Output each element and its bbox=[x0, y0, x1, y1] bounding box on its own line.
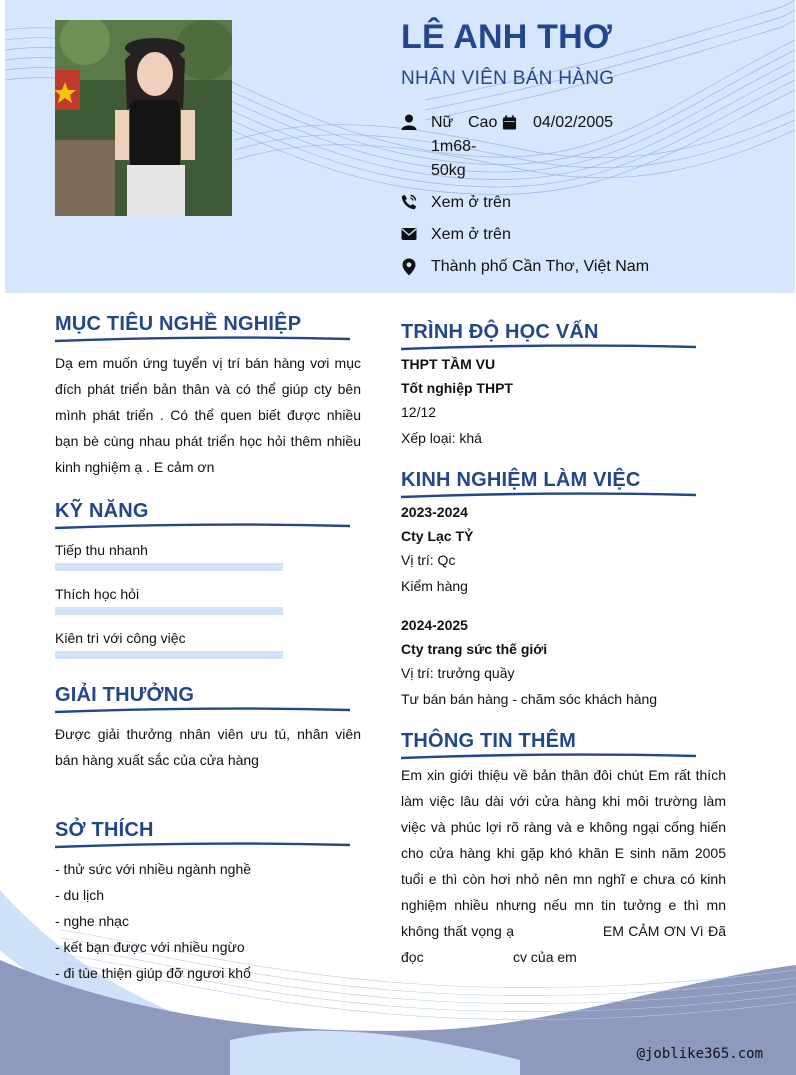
job-role: Vị trí: trưởng quầy bbox=[401, 665, 515, 681]
school-name: THPT TẦM VU bbox=[401, 356, 496, 372]
birth-date: 04/02/2005 bbox=[533, 114, 614, 131]
rank: Xếp loại: khá bbox=[401, 430, 482, 446]
skill-bar bbox=[55, 607, 283, 615]
user-icon bbox=[401, 114, 417, 130]
watermark: @joblike365.com bbox=[636, 1046, 763, 1062]
email-value: Xem ở trên bbox=[431, 226, 511, 243]
hobby-item: - du lịch bbox=[55, 887, 105, 903]
skill-name: Tiếp thu nhanh bbox=[55, 542, 148, 558]
experience-underline bbox=[401, 492, 696, 500]
job-company: Cty trang sức thế giới bbox=[401, 641, 548, 657]
hobbies-underline bbox=[55, 842, 350, 850]
calendar-icon bbox=[502, 115, 517, 130]
job-description: Kiểm hàng bbox=[401, 578, 468, 594]
more-info-underline bbox=[401, 753, 696, 761]
skill-name: Thích học hỏi bbox=[55, 586, 140, 602]
hobby-item: - thử sức với nhiều ngành nghề bbox=[55, 861, 252, 877]
skills-underline bbox=[55, 523, 350, 531]
hobbies-title: SỞ THÍCH bbox=[55, 819, 154, 841]
skills-title: KỸ NĂNG bbox=[55, 500, 149, 522]
hobby-item: - nghe nhạc bbox=[55, 913, 129, 929]
candidate-name: LÊ ANH THƠ bbox=[401, 18, 613, 56]
objective-title: MỤC TIÊU NGHỀ NGHIỆP bbox=[55, 313, 302, 335]
hobby-item: - kết bạn được với nhiều ngừo bbox=[55, 939, 245, 955]
job-title: NHÂN VIÊN BÁN HÀNG bbox=[401, 68, 615, 89]
job-description: Tư bán bán hàng - chăm sóc khách hàng bbox=[401, 691, 658, 707]
map-marker-icon bbox=[402, 258, 416, 276]
height-value: 1m68- bbox=[431, 138, 477, 155]
skill-bar bbox=[55, 563, 283, 571]
objective-underline bbox=[55, 336, 350, 344]
education-underline bbox=[401, 344, 696, 352]
objective-text: Dạ em muốn ứng tuyển vị trí bán hàng vơi mục đích phát triển bản thân và có thể giúp cty bên mình phát triển . Có thể quen biết được nhiều bạn bè cùng nhau phát triển học hỏi thêm nhiều kinh nghiệm ạ . E cảm ơn bbox=[55, 355, 361, 475]
address-value: Thành phố Cần Thơ, Việt Nam bbox=[431, 258, 650, 275]
gender-value: Nữ bbox=[431, 114, 454, 131]
skill-bar bbox=[55, 651, 283, 659]
experience-title: KINH NGHIỆM LÀM VIỆC bbox=[401, 469, 641, 491]
awards-underline bbox=[55, 707, 350, 715]
degree: Tốt nghiệp THPT bbox=[401, 380, 513, 396]
job-period: 2024-2025 bbox=[401, 617, 468, 633]
envelope-icon bbox=[401, 227, 417, 241]
hobby-item: - đi tùe thiện giúp đỡ ngươi khổ bbox=[55, 965, 251, 981]
weight-value: 50kg bbox=[431, 162, 466, 179]
height-label: Cao bbox=[468, 114, 498, 131]
phone-value: Xem ở trên bbox=[431, 194, 511, 211]
grade: 12/12 bbox=[401, 404, 437, 420]
education-title: TRÌNH ĐỘ HỌC VẤN bbox=[401, 321, 599, 343]
phone-icon bbox=[401, 194, 417, 210]
more-info-text: Em xin giới thiệu về bản thân đôi chút Em rất thích làm việc lâu dài với cửa hàng khi môi trường làm việc và phúc lợi rõ ràng và e không ngại cống hiến cho cửa hàng khi gặp khó khăn E sinh năm 2005 tuổi e thì còn hơi nhỏ nên mn nghĩ e chưa có kinh nghiệm nhiều nhưng nếu mn tin tưởng e thì mn không thất vọng ạ EM CẢM ƠN Vì Đã đọc cv của em bbox=[401, 767, 730, 965]
job-company: Cty Lạc TỶ bbox=[401, 528, 474, 544]
awards-title: GIẢI THƯỞNG bbox=[55, 684, 195, 706]
skill-name: Kiên trì với công việc bbox=[55, 630, 186, 646]
job-period: 2023-2024 bbox=[401, 504, 468, 520]
job-role: Vị trí: Qc bbox=[401, 552, 456, 568]
awards-text: Được giải thưởng nhân viên ưu tú, nhân viên bán hàng xuất sắc của cửa hàng bbox=[55, 726, 361, 768]
profile-photo bbox=[55, 20, 232, 216]
more-info-title: THÔNG TIN THÊM bbox=[401, 730, 577, 752]
